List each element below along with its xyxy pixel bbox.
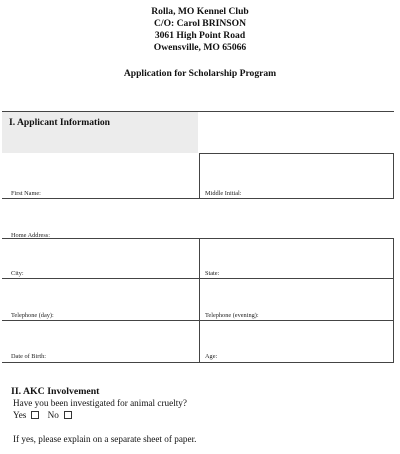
grid-line-name-bottom (2, 198, 394, 199)
no-option[interactable] (48, 410, 75, 420)
grid-line-city-bottom (2, 278, 394, 279)
state-field[interactable]: State: (205, 270, 220, 277)
grid-right-edge-name (393, 153, 394, 199)
explain-note: If yes, please explain on a separate sheet of paper. (13, 434, 197, 444)
grid-divider-name (199, 153, 200, 199)
no-checkbox[interactable] (64, 411, 72, 419)
grid-divider-lower (199, 238, 200, 363)
grid-right-edge-lower (393, 238, 394, 363)
grid-line-address-bottom (2, 238, 394, 239)
section-1-heading: I. Applicant Information (9, 117, 111, 128)
yes-no-options (13, 410, 78, 420)
yes-option[interactable] (13, 410, 42, 420)
grid-line-phone-bottom (2, 320, 394, 321)
age-field[interactable]: Age: (205, 353, 218, 360)
yes-label: Yes (13, 410, 27, 420)
application-title: Application for Scholarship Program (123, 68, 277, 79)
section-top-rule (2, 111, 394, 112)
middle-initial-field[interactable]: Middle Initial: (205, 190, 242, 197)
grid-line-dob-bottom (2, 362, 394, 363)
grid-line-top-right (199, 153, 393, 154)
club-name: Rolla, MO Kennel Club (151, 6, 249, 17)
cruelty-question: Have you been investigated for animal cruelty? (13, 398, 187, 408)
telephone-day-field[interactable]: Telephone (day): (11, 312, 54, 319)
street-address: 3061 High Point Road (154, 30, 246, 41)
date-of-birth-field[interactable]: Date of Birth: (11, 353, 46, 360)
no-label: No (47, 410, 59, 420)
yes-checkbox[interactable] (31, 411, 39, 419)
city-field[interactable]: City: (11, 270, 24, 277)
section-2-heading: II. AKC Involvement (11, 386, 100, 397)
telephone-evening-field[interactable]: Telephone (evening): (205, 312, 259, 319)
home-address-field[interactable]: Home Address: (11, 232, 51, 239)
first-name-field[interactable]: First Name: (11, 190, 41, 197)
city-state-zip: Owensville, MO 65066 (153, 42, 247, 53)
care-of-line: C/O: Carol BRINSON (153, 18, 247, 29)
